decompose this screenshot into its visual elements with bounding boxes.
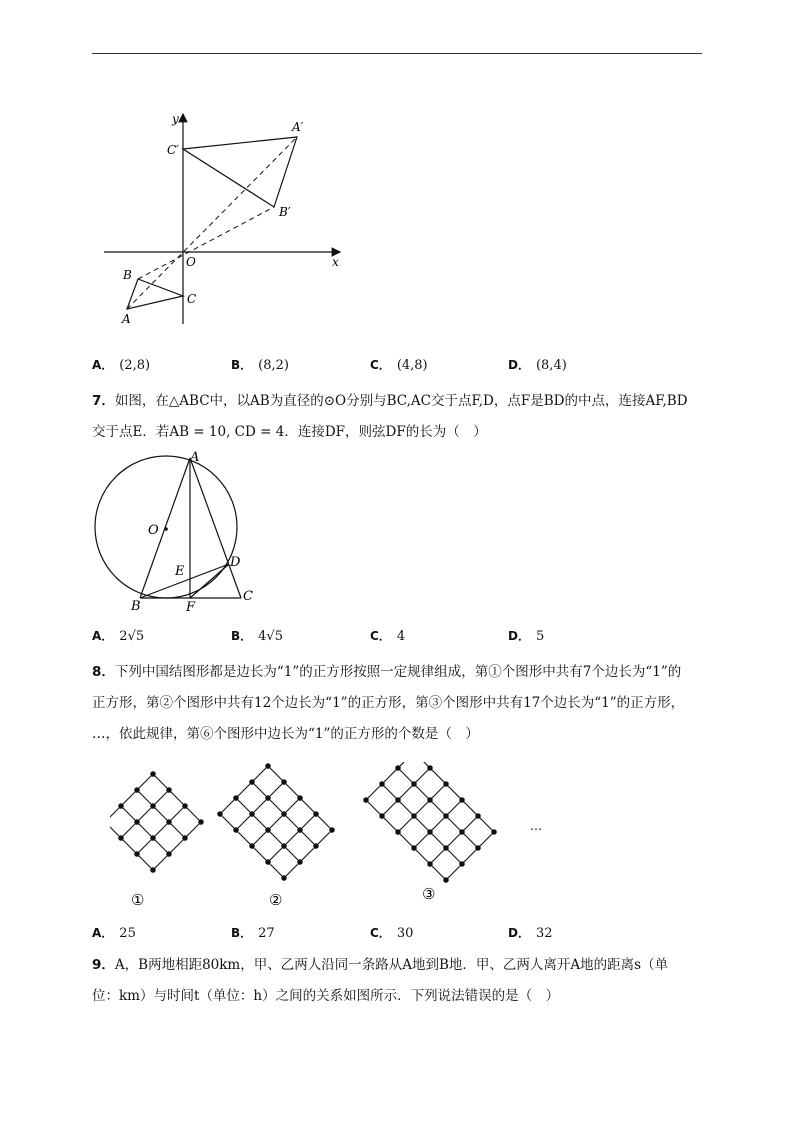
knot-line [236, 782, 284, 830]
knot-node [282, 844, 286, 848]
knot-node [380, 782, 384, 786]
q6-option-c: (4,8) [396, 358, 428, 373]
knot-node [135, 820, 139, 824]
knot-node [119, 836, 123, 840]
q8-caption-1: ① [131, 891, 145, 909]
knot-node [444, 782, 448, 786]
knot-node [314, 812, 318, 816]
q6-coordinate-figure [95, 108, 355, 330]
q7-point-b: B [131, 599, 141, 614]
knot-node [330, 828, 334, 832]
knot-node [476, 846, 480, 850]
knot-node [492, 830, 496, 834]
knot-node [199, 820, 203, 824]
q8-caption-3: ③ [422, 885, 436, 903]
knot-line [153, 822, 201, 870]
knot-node [250, 780, 254, 784]
knot-node [167, 852, 171, 856]
q9-text: 9．A，B两地相距80km，甲、乙两人沿同一条路从A地到B地．甲、乙两人离开A地的距离s（单 位：km）与时间t（单位：h）之间的关系如图所示．下列说法错误的是（ ） [92, 957, 669, 1004]
knot-node [460, 830, 464, 834]
knot-node [282, 780, 286, 784]
knot-line [110, 774, 153, 822]
q7-option-a: 2√5 [119, 629, 145, 644]
knot-node [151, 836, 155, 840]
knot-line [284, 830, 332, 878]
knot-node [266, 828, 270, 832]
knot-line [366, 762, 414, 800]
knot-node [364, 798, 368, 802]
knot-line [366, 800, 446, 880]
knot-line [252, 798, 300, 846]
q8-chinese-knot-figures [110, 762, 560, 912]
q8-option-d: 32 [535, 926, 553, 941]
knot-node [135, 852, 139, 856]
knot-node [412, 846, 416, 850]
knot-line [398, 784, 446, 832]
point-c-label: C [187, 292, 197, 306]
knot-node [396, 830, 400, 834]
knot-node [151, 804, 155, 808]
knot-node [282, 876, 286, 880]
knot-node [298, 796, 302, 800]
q8-knot-1 [110, 772, 203, 872]
q8-knot-3 [364, 762, 496, 882]
q7-point-a: A [190, 450, 200, 465]
knot-node [218, 812, 222, 816]
knot-node [460, 798, 464, 802]
knot-node [428, 862, 432, 866]
knot-node [151, 868, 155, 872]
knot-node [298, 860, 302, 864]
knot-node [396, 766, 400, 770]
q6-option-d: (8,4) [535, 358, 567, 373]
knot-node [266, 860, 270, 864]
knot-node [119, 804, 123, 808]
q7-option-b: 4√5 [258, 629, 283, 644]
q6-option-a: (2,8) [119, 358, 151, 373]
q7-text: 7．如图，在△ABC中，以AB为直径的⊙O分别与BC,AC交于点F,D，点F是BD的中点，连接AF,BD 交于点E．若AB = 10, CD = 4．连接DF，则弦DF的长为（ ） [92, 393, 688, 440]
q7-point-o: O [148, 523, 159, 538]
knot-node [412, 814, 416, 818]
point-a1-label: A′ [292, 120, 304, 134]
knot-node [396, 798, 400, 802]
knot-line [414, 800, 462, 848]
knot-node [167, 788, 171, 792]
q8-ellipsis: … [530, 819, 542, 833]
knot-node [234, 796, 238, 800]
q7-circle-figure [90, 445, 265, 620]
origin-label: O [186, 255, 196, 269]
knot-node [266, 796, 270, 800]
knot-node [460, 862, 464, 866]
knot-line [268, 814, 316, 862]
knot-node [428, 766, 432, 770]
knot-node [250, 844, 254, 848]
knot-line [110, 822, 153, 870]
knot-node [167, 820, 171, 824]
knot-node [476, 814, 480, 818]
x-axis-label: x [332, 255, 339, 269]
knot-node [234, 828, 238, 832]
knot-node [428, 798, 432, 802]
q6-option-b: (8,2) [258, 358, 289, 373]
point-a-label: A [122, 312, 131, 326]
knot-node [135, 788, 139, 792]
q8-option-c: 30 [396, 926, 414, 941]
knot-line [398, 768, 478, 848]
q7-option-d: 5 [535, 629, 545, 644]
knot-node [282, 812, 286, 816]
knot-line [137, 790, 185, 838]
knot-line [153, 774, 201, 822]
knot-node [250, 812, 254, 816]
knot-node [444, 814, 448, 818]
knot-node [314, 844, 318, 848]
point-b-label: B [123, 268, 132, 282]
q8-option-b: 27 [258, 926, 275, 941]
q7-option-c: 4 [396, 629, 406, 644]
knot-line [220, 766, 268, 814]
knot-node [428, 830, 432, 834]
knot-node [183, 836, 187, 840]
q7-point-f: F [186, 600, 196, 615]
knot-node [412, 782, 416, 786]
q8-caption-2: ② [269, 891, 283, 909]
knot-line [430, 816, 478, 864]
knot-node [298, 828, 302, 832]
q8-option-a: 25 [119, 926, 136, 941]
knot-node [183, 804, 187, 808]
knot-line [446, 832, 494, 880]
header-rule [92, 53, 702, 54]
q7-point-c: C [243, 589, 253, 604]
q8-knot-2 [218, 764, 334, 880]
point-b1-label: B′ [279, 205, 291, 219]
knot-line [382, 768, 430, 816]
knot-node [380, 814, 384, 818]
point-c1-label: C′ [167, 143, 179, 157]
knot-node [266, 764, 270, 768]
knot-line [137, 806, 185, 854]
y-axis-label: y [172, 112, 179, 126]
knot-line [121, 806, 169, 854]
knot-node [444, 878, 448, 882]
q7-point-d: D [230, 555, 241, 570]
knot-node [151, 772, 155, 776]
q7-point-e: E [175, 564, 185, 579]
q8-text: 8．下列中国结图形都是边长为“1”的正方形按照一定规律组成，第①个图形中共有7个边长为“1”的 正方形，第②个图形中共有12个边长为“1”的正方形，第③个图形中共有17个边长为“1”的正方形， …，依此规律，第⑥个图形中边长为“1”的正方形的个数是（ ） [92, 664, 685, 742]
knot-line [382, 784, 462, 864]
knot-node [444, 846, 448, 850]
knot-line [121, 790, 169, 838]
